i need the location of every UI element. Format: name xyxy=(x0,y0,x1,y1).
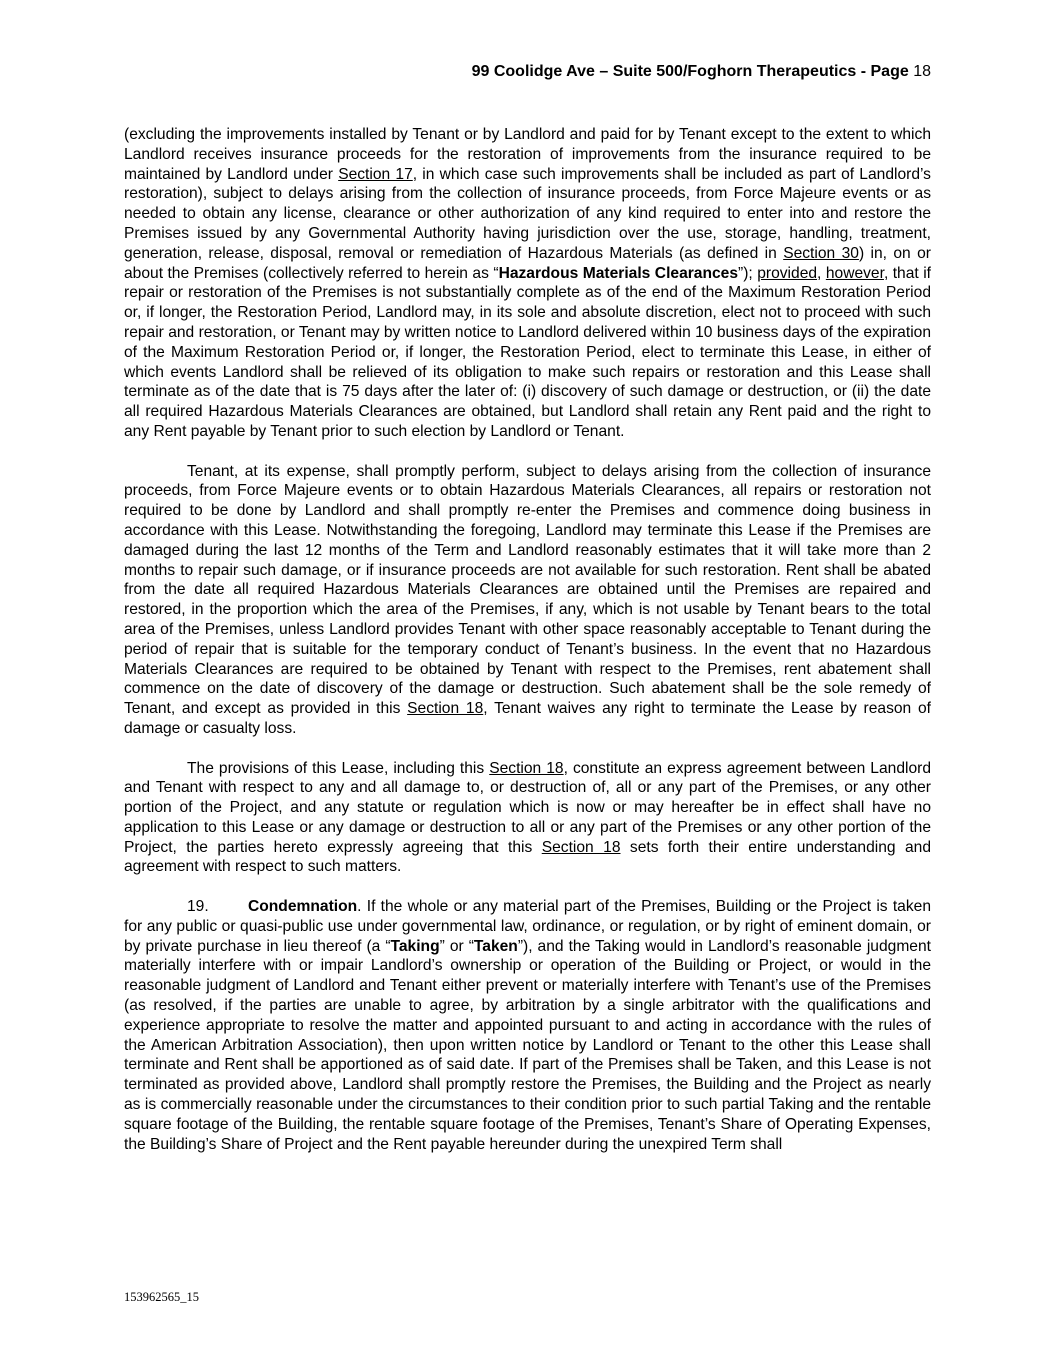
section-18-reference: Section 18 xyxy=(541,838,621,856)
text-run: , Tenant waives any right to terminate the Lease by reason of damage or casualty loss. xyxy=(124,700,931,737)
text-run: (excluding the improvements installed by Tenant or by Landlord and paid for by Tenant except to the extent to which Landlord receives insurance proceeds for the restoration of improvements from the insurance required to be maintained by Landlord under xyxy=(124,126,931,183)
text-run: The provisions of this Lease, including this xyxy=(187,759,490,777)
paragraph-condemnation xyxy=(124,897,931,1154)
text-run: ) in, on or about the Premises (collectively referred to herein as “ xyxy=(124,244,931,282)
section-30-reference: Section 30 xyxy=(783,244,859,262)
text-run: sets forth their entire understanding and agreement with respect to such matters. xyxy=(124,838,931,876)
section-18-reference: Section 18 xyxy=(407,700,484,718)
section-18-reference: Section 18 xyxy=(489,759,564,777)
paragraph-restoration xyxy=(124,125,931,442)
however-term: however xyxy=(825,264,884,282)
page-header xyxy=(472,62,931,82)
document-id: 153962565_15 xyxy=(124,1290,199,1304)
document-body xyxy=(124,125,931,1174)
section-number: 19. xyxy=(187,898,209,916)
header-title: 99 Coolidge Ave – Suite 500/Foghorn Therapeutics - Page xyxy=(471,63,909,80)
text-run: . If the whole or any material part of the Premises, Building or the Project is taken for any public or quasi-public use under governmental law, ordinance, or regulation, or by right of eminent domain, or by private purchase in lieu thereof (a “ xyxy=(124,898,931,955)
text-run: , xyxy=(817,264,826,282)
text-run: ”), and the Taking would in Landlord’s reasonable judgment materially interfere with or impair Landlord’s ownership or operation of the Building or Project, or would in the reasonable judgment of Landlord and Tenant either prevent or materially interfere with Tenant’s use of the Premises (as resolved, if the parties are unable to agree, by arbitration by a single arbitrator with the qualifications and experience appropriate to resolve the matter and appointed pursuant to and acting in accordance with the rules of the American Arbitration Association), then upon written notice by Landlord or Tenant to the other this Lease shall terminate and Rent shall be apportioned as of said date. If part of the Premises shall be Taken, and this Lease is not terminated as provided above, Landlord shall promptly restore the Premises, the Building and the Project as nearly as is commercially reasonable under the circumstances to their condition prior to such partial Taking and the rentable square footage of the Building, the rentable square footage of the Premises, Tenant’s Share of Operating Expenses, the Building’s Share of Project and the Rent payable hereunder during the unexpired Term shall xyxy=(124,937,931,1153)
text-run: ” or “ xyxy=(439,937,474,955)
text-run: , that if repair or restoration of the Premises is not substantially complete as of the end of the Maximum Restoration Period or, if longer, the Restoration Period, Landlord may, in its sole and absolute discretion, elect not to proceed with such repair and restoration, or Tenant may by written notice to Landlord delivered within 10 business days of the expiration of the Maximum Restoration Period or, if longer, the Restoration Period, elect to terminate this Lease, in either of which events Landlord shall be relieved of its obligation to make such repairs or restoration and this Lease shall terminate as of the date that is 75 days after the later of: (i) discovery of such damage or destruction, or (ii) the date all required Hazardous Materials Clearances are obtained, but Landlord shall retain any Rent paid and the right to any Rent payable by Tenant prior to such election by Landlord or Tenant. xyxy=(124,264,931,440)
provided-term: provided xyxy=(757,264,818,282)
paragraph-tenant-repairs xyxy=(124,462,931,739)
paragraph-express-agreement xyxy=(124,759,931,878)
defined-term-taking: Taking xyxy=(390,937,440,955)
text-run: ”); xyxy=(738,264,758,282)
text-run: , in which case such improvements shall be included as part of Landlord’s restoration), subject to delays arising from the collection of insurance proceeds, from Force Majeure events or as needed to obtain any license, clearance or other authorization of any kind required to enter into and restore the Premises issued by any Governmental Authority having jurisdiction over the use, storage, handling, treatment, generation, release, disposal, removal or remediation of Hazardous Materials (as defined in xyxy=(124,165,931,262)
section-heading-condemnation: Condemnation xyxy=(248,898,358,916)
text-run: , constitute an express agreement between Landlord and Tenant with respect to any and all damage to, or destruction of, all or any part of the Premises, or any other portion of the Project, and any statute or regulation which is now or may hereafter be in effect shall have no application to this Lease or any damage or destruction to all or any part of the Premises or any other portion of the Project, the parties hereto expressly agreeing that this xyxy=(124,759,931,856)
defined-term-taken: Taken xyxy=(473,937,518,955)
text-run: Tenant, at its expense, shall promptly perform, subject to delays arising from the collection of insurance proceeds, from Force Majeure events or to obtain Hazardous Materials Clearances, all repairs or restoration not required to be done by Landlord and shall promptly re-enter the Premises and commence doing business in accordance with this Lease. Notwithstanding the foregoing, Landlord may terminate this Lease if the Premises are damaged during the last 12 months of the Term and Landlord reasonably estimates that it will take more than 2 months to repair such damage, or if insurance proceeds are not available for such restoration. Rent shall be abated from the date all required Hazardous Materials Clearances are obtained until the Premises are repaired and restored, in the proportion which the area of the Premises, if any, which is not usable by Tenant bears to the total area of the Premises, unless Landlord provides Tenant with other space reasonably acceptable to Tenant during the period of repair that is suitable for the temporary conduct of Tenant’s business. In the event that no Hazardous Materials Clearances are required to be obtained by Tenant with respect to the Premises, rent abatement shall commence on the date of discovery of the damage or destruction. Such abatement shall be the sole remedy of Tenant, and except as provided in this xyxy=(124,462,931,718)
page-number: 18 xyxy=(913,63,931,80)
defined-term-hazardous-materials-clearances: Hazardous Materials Clearances xyxy=(498,264,739,282)
section-17-reference: Section 17 xyxy=(338,165,413,183)
